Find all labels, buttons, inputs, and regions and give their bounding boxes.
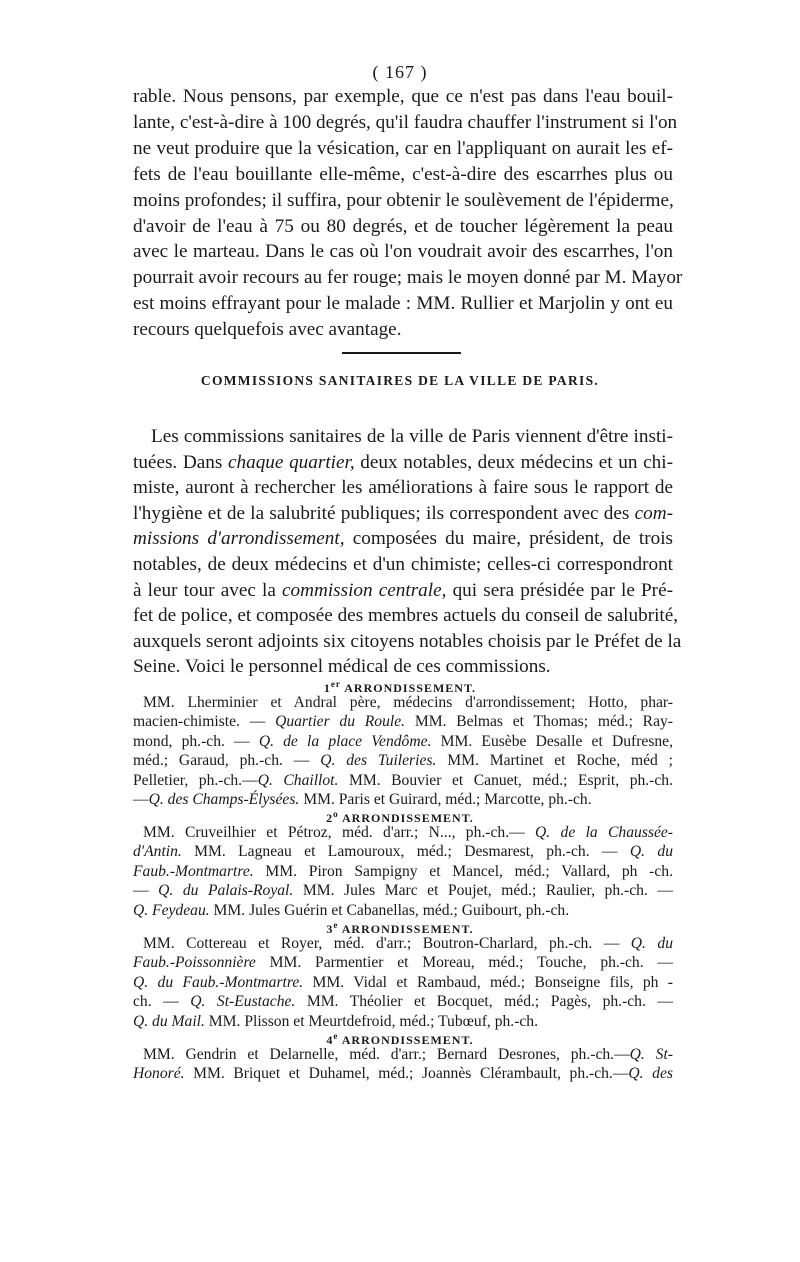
text-line: notables, de deux médecins et d'un chimiste; celles-ci correspondront	[133, 553, 673, 575]
text-line: d'avoir de l'eau à 75 ou 80 degrés, et de toucher légèrement la peau	[133, 215, 673, 237]
text-line: fets de l'eau bouillante elle-même, c'est-à-dire des escarrhes plus ou	[133, 163, 673, 185]
text-line: MM. Cruveilhier et Pétroz, méd. d'arr.; N..., ph.-ch.— Q. de la Chaussée-	[143, 824, 674, 841]
arrondissement-list-2	[133, 823, 673, 920]
page-number: ( 167 )	[372, 62, 428, 82]
text-line: l'hygiène et de la salubrité publiques; ils correspondent avec des com-	[133, 502, 673, 524]
text-line: MM. Gendrin et Delarnelle, méd. d'arr.; Bernard Desrones, ph.-ch.—Q. St-	[143, 1046, 674, 1063]
arrondissement-list-1	[133, 693, 673, 809]
text-line: tuées. Dans chaque quartier, deux notables, deux médecins et un chi-	[133, 451, 673, 473]
text-line: — Q. du Palais-Royal. MM. Jules Marc et Poujet, méd.; Raulier, ph.-ch. —	[133, 882, 673, 900]
text-line: —Q. des Champs-Élysées. MM. Paris et Guirard, méd.; Marcotte, ph.-ch.	[133, 791, 592, 809]
text-line: rable. Nous pensons, par exemple, que ce n'est pas dans l'eau bouil-	[133, 86, 673, 107]
text-line: Faub.-Montmartre. MM. Piron Sampigny et Mancel, méd.; Vallard, ph -ch.	[133, 862, 673, 880]
section-title: COMMISSIONS SANITAIRES DE LA VILLE DE PARIS.	[200, 373, 600, 388]
text-line: lante, c'est-à-dire à 100 degrés, qu'il faudra chauffer l'instrument si l'on	[133, 111, 678, 133]
text-line: avec le marteau. Dans le cas où l'on voudrait avoir des escarrhes, l'on	[133, 241, 673, 263]
text-line: fet de police, et composée des membres actuels du conseil de salubrité,	[133, 605, 679, 627]
arrondissement-heading-3: 3e ARRONDISSEMENT.	[326, 920, 474, 936]
text-line: MM. Cottereau et Royer, méd. d'arr.; Boutron-Charlard, ph.-ch. — Q. du	[143, 935, 674, 952]
paragraph-continuation	[133, 84, 683, 343]
text-line: MM. Lherminier et Andral père, médecins d'arrondissement; Hotto, phar-	[143, 694, 673, 711]
text-line: ch. — Q. St-Eustache. MM. Théolier et Bocquet, méd.; Pagès, ph.-ch. —	[133, 993, 673, 1011]
text-line: macien-chimiste. — Quartier du Roule. MM. Belmas et Thomas; méd.; Ray-	[133, 713, 673, 731]
text-line: ne veut produire que la vésication, car en l'appliquant on aurait les ef-	[133, 137, 673, 159]
text-line: Honoré. MM. Briquet et Duhamel, méd.; Joannès Clérambault, ph.-ch.—Q. des	[133, 1065, 673, 1083]
text-line: est moins effrayant pour le malade : MM. Rullier et Marjolin y ont eu	[133, 293, 673, 315]
text-line: à leur tour avec la commission centrale, qui sera présidée par le Pré-	[133, 579, 673, 601]
text-line: Pelletier, ph.-ch.—Q. Chaillot. MM. Bouvier et Canuet, méd.; Esprit, ph.-ch.	[133, 771, 673, 789]
arrondissement-list-3	[133, 934, 673, 1031]
arrondissement-heading-2: 2$^o$ ARRONDISSEMENT.	[326, 809, 474, 825]
text-line: pourrait avoir recours au fer rouge; mais le moyen donné par M. Mayor	[133, 267, 683, 289]
text-line: méd.; Garaud, ph.-ch. — Q. des Tuileries. MM. Martinet et Roche, méd ;	[133, 752, 674, 770]
arrondissement-list-4	[133, 1045, 673, 1084]
text-line: Les commissions sanitaires de la ville de Paris viennent d'être insti-	[151, 426, 673, 447]
text-line: Faub.-Poissonnière MM. Parmentier et Moreau, méd.; Touche, ph.-ch. —	[133, 954, 673, 972]
arrondissement-heading-1: 1er ARRONDISSEMENT.	[323, 679, 477, 695]
text-line: Q. du Mail. MM. Plisson et Meurtdefroid, méd.; Tubœuf, ph.-ch.	[133, 1012, 539, 1030]
text-line: Seine. Voici le personnel médical de ces commissions.	[133, 656, 551, 678]
text-line: Q. du Faub.-Montmartre. MM. Vidal et Rambaud, méd.; Bonseigne fils, ph -	[133, 973, 673, 991]
text-line: miste, auront à rechercher les améliorations à faire sous le rapport de	[133, 477, 673, 499]
text-line: auxquels seront adjoints six citoyens notables choisis par le Préfet de la	[133, 630, 682, 652]
paragraph-commissions	[133, 424, 682, 680]
section-divider	[342, 352, 461, 354]
text-line: Q. Feydeau. MM. Jules Guérin et Cabanellas, méd.; Guibourt, ph.-ch.	[133, 901, 570, 919]
text-line: d'Antin. MM. Lagneau et Lamouroux, méd.; Desmarest, ph.-ch. — Q. du	[133, 843, 673, 861]
text-line: recours quelquefois avec avantage.	[133, 319, 402, 341]
text-line: mond, ph.-ch. — Q. de la place Vendôme. MM. Eusèbe Desalle et Dufresne,	[133, 732, 674, 750]
text-line: missions d'arrondissement, composées du maire, président, de trois	[133, 528, 674, 550]
text-line: moins profondes; il suffira, pour obtenir le soulèvement de l'épiderme,	[133, 189, 674, 211]
arrondissement-heading-4: 4e ARRONDISSEMENT.	[326, 1031, 474, 1047]
